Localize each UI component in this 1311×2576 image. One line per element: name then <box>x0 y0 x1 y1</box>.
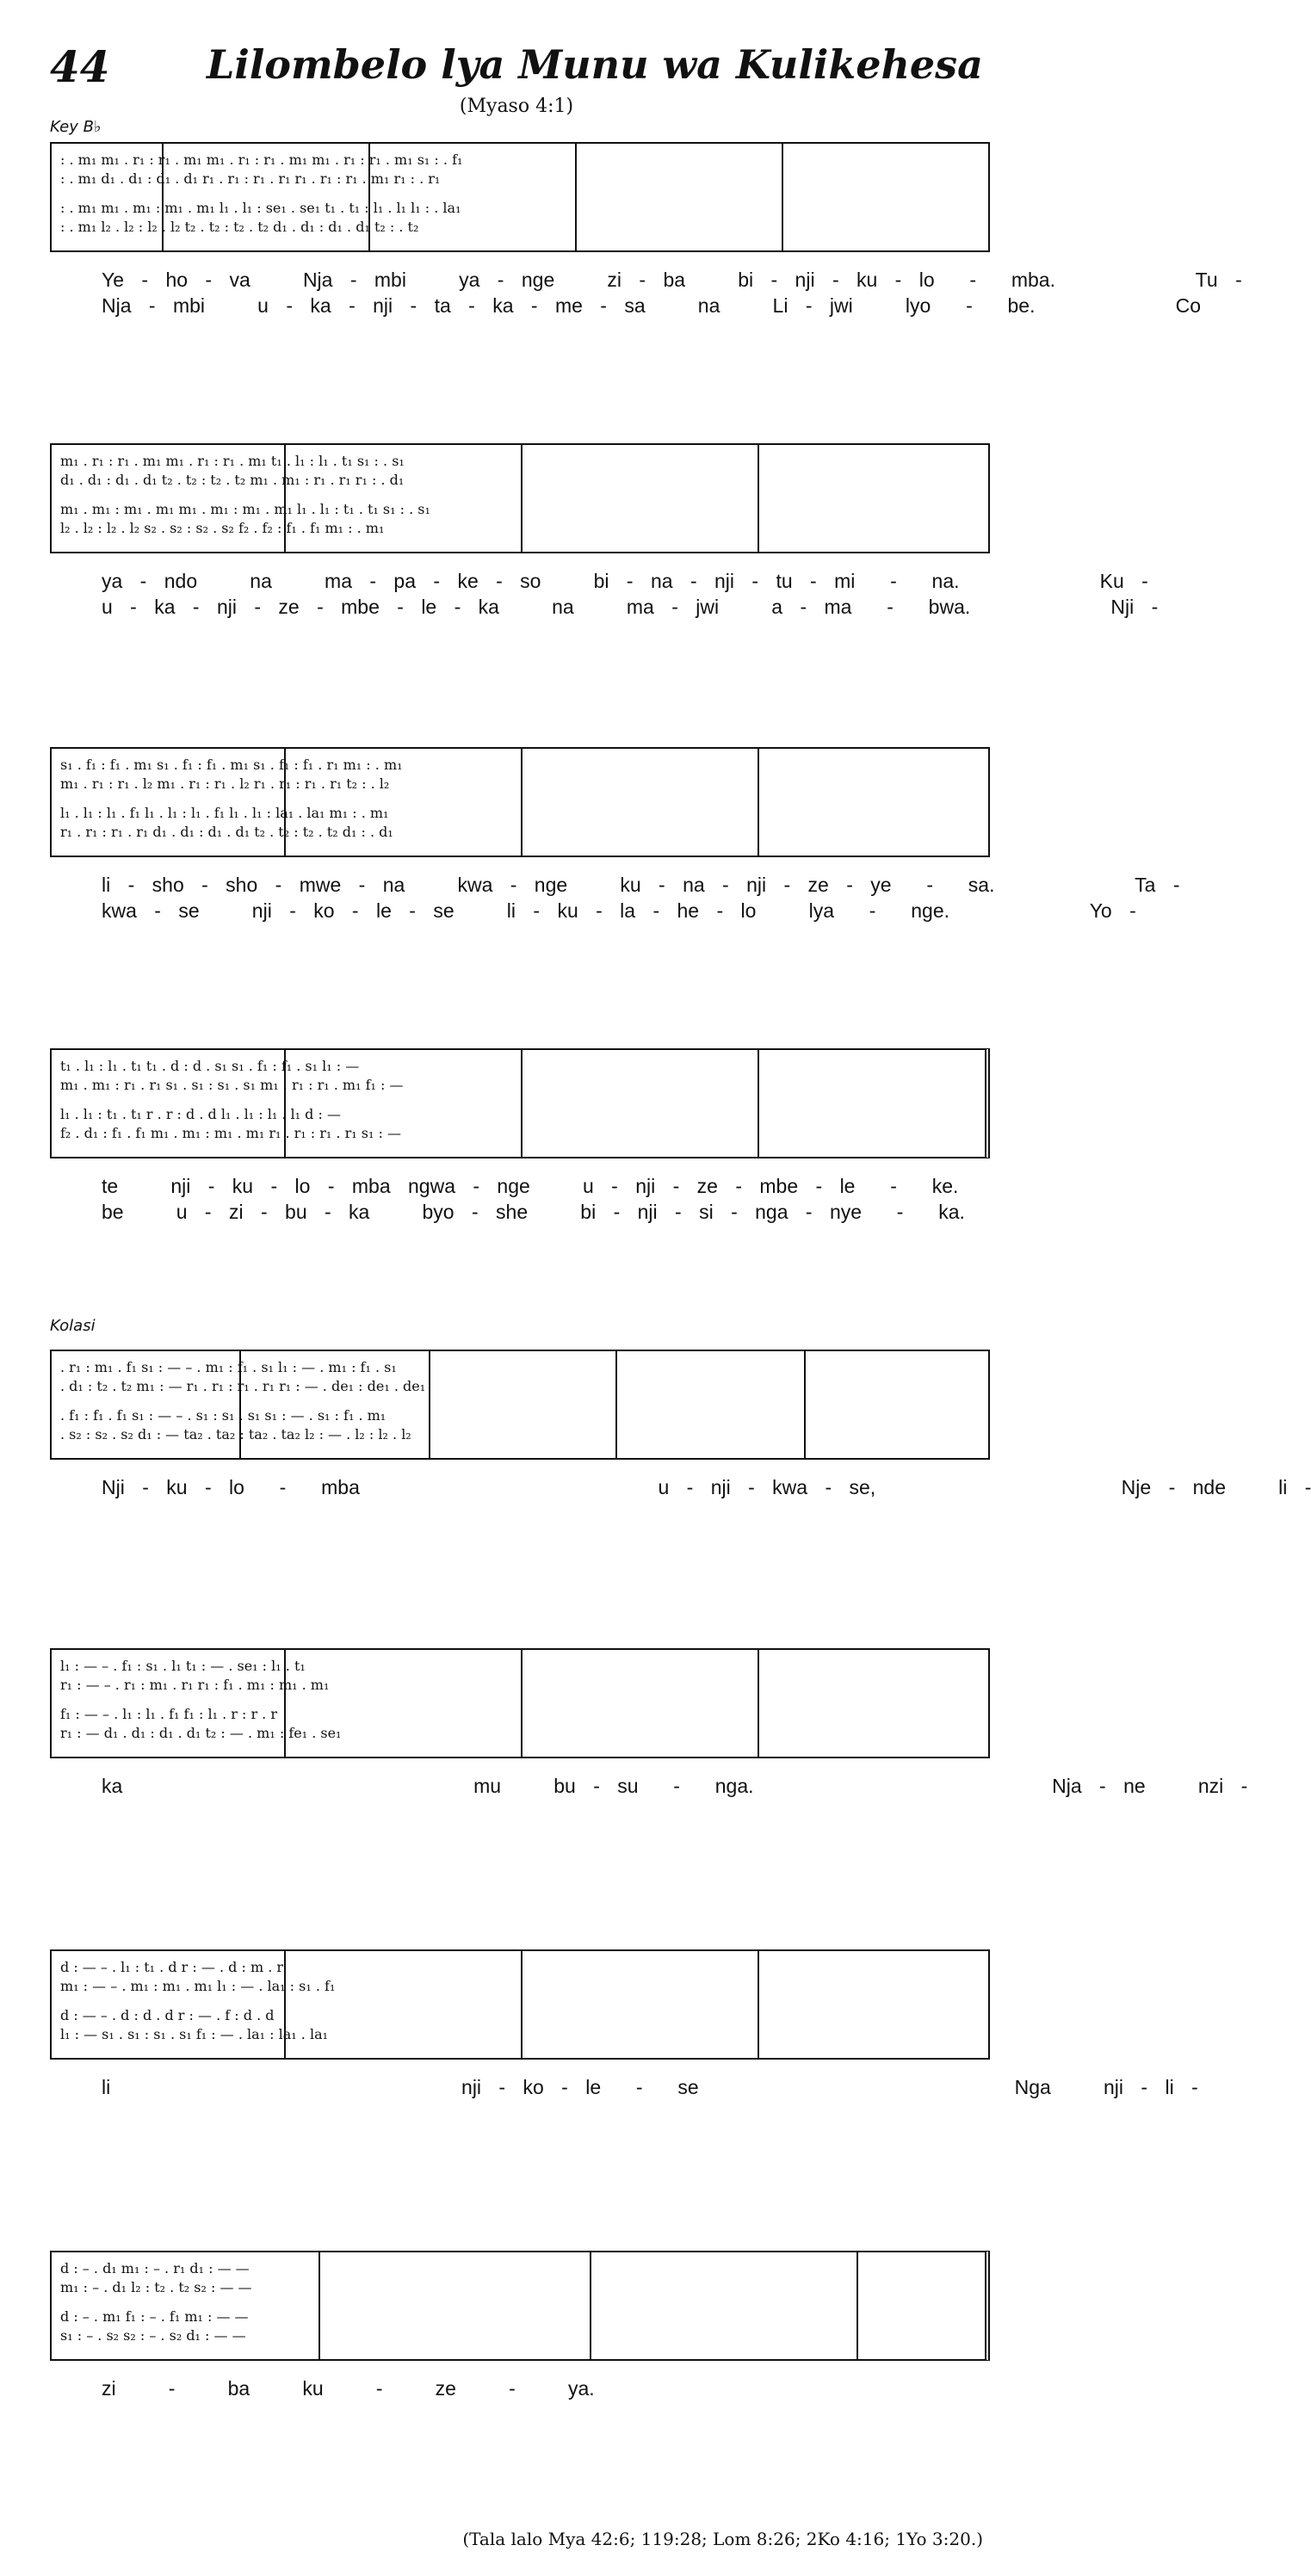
soprano-line: m₁ . r₁ : r₁ . m₁ m₁ . r₁ : r₁ . m₁ t₁ . l₁ : l₁ . t₁ s₁ : . s₁ <box>60 453 405 469</box>
lyrics-block <box>50 872 1180 924</box>
alto-line: d₁ . d₁ : d₁ . d₁ t₂ . t₂ : t₂ . t₂ m₁ . m₁ : r₁ . r₁ r₁ : . d₁ <box>60 472 405 488</box>
lyric-line: zi - ba ku - ze - ya. <box>102 2377 595 2400</box>
lyric-line: Nja - mbi u - ka - nji - ta - ka - me - sa na Li - jwi lyo - be. Co <box>102 294 1202 317</box>
scripture-reference: (Tala lalo Mya 42:6; 119:28; Lom 8:26; 2Ko 4:16; 1Yo 3:20.) <box>462 2529 983 2549</box>
lyric-line: li - sho - sho - mwe - na kwa - nge ku - na - nji - ze - ye - sa. Ta - <box>102 874 1180 896</box>
bass-line: . s₂ : s₂ . s₂ d₁ : — ta₂ . ta₂ : ta₂ . ta₂ l₂ : — . l₂ : l₂ . l₂ <box>60 1426 411 1442</box>
score-system <box>50 443 990 553</box>
alto-line: m₁ . m₁ : r₁ . r₁ s₁ . s₁ : s₁ . s₁ m₁ . r₁ : r₁ . m₁ f₁ : — <box>60 1077 404 1093</box>
chorus-label: Kolasi <box>50 1317 96 1335</box>
tenor-line: f₁ : — – . l₁ : l₁ . f₁ f₁ : l₁ . r : r . r <box>60 1706 277 1722</box>
tenor-line: d : – . m₁ f₁ : – . f₁ m₁ : — — <box>60 2308 249 2325</box>
bass-line: r₁ . r₁ : r₁ . r₁ d₁ . d₁ : d₁ . d₁ t₂ . t₂ : t₂ . t₂ d₁ : . d₁ <box>60 824 393 840</box>
lyric-line: be u - zi - bu - ka byo - she bi - nji - si - nga - nye - ka. <box>102 1201 965 1223</box>
soprano-line: d : – . d₁ m₁ : – . r₁ d₁ : — — <box>60 2260 250 2276</box>
soprano-line: d : — – . l₁ : t₁ . d r : — . d : m . r <box>60 1959 284 1975</box>
lyrics-block <box>50 2074 1198 2100</box>
lyrics-block <box>50 2375 990 2401</box>
lyric-line: Ye - ho - va Nja - mbi ya - nge zi - ba bi - nji - ku - lo - mba. Tu - <box>102 269 1242 291</box>
lyric-line: te nji - ku - lo - mba ngwa - nge u - nji - ze - mbe - le - ke. <box>102 1175 959 1197</box>
hymn-number: 44 <box>50 41 110 92</box>
lyric-line: li nji - ko - le - se Nga nji - li - <box>102 2076 1198 2098</box>
hymn-scripture: (Myaso 4:1) <box>459 96 574 117</box>
key-signature: Key B♭ <box>50 118 102 136</box>
lyric-line: u - ka - nji - ze - mbe - le - ka na ma - jwi a - ma - bwa. Nji - <box>102 596 1159 618</box>
tenor-line: m₁ . m₁ : m₁ . m₁ m₁ . m₁ : m₁ . m₁ l₁ . l₁ : t₁ . t₁ s₁ : . s₁ <box>60 501 430 517</box>
bass-line: l₁ : — s₁ . s₁ : s₁ . s₁ f₁ : — . la₁ : la₁ . la₁ <box>60 2026 329 2042</box>
score-system <box>50 1350 990 1460</box>
score-system <box>50 747 990 857</box>
score-system <box>50 1048 990 1158</box>
score-system <box>50 1949 990 2060</box>
lyrics-block <box>50 568 1159 620</box>
soprano-line: s₁ . f₁ : f₁ . m₁ s₁ . f₁ : f₁ . m₁ s₁ . f₁ : f₁ . r₁ m₁ : . m₁ <box>60 757 403 773</box>
soprano-line: l₁ : — – . f₁ : s₁ . l₁ t₁ : — . se₁ : l₁ . t₁ <box>60 1658 306 1674</box>
score-system <box>50 1648 990 1758</box>
soprano-line: : . m₁ m₁ . r₁ : r₁ . m₁ m₁ . r₁ : r₁ . m₁ m₁ . r₁ : r₁ . m₁ s₁ : . f₁ <box>60 151 463 168</box>
alto-line: m₁ . r₁ : r₁ . l₂ m₁ . r₁ : r₁ . l₂ r₁ . r₁ : r₁ . r₁ t₂ : . l₂ <box>60 775 390 792</box>
bass-line: r₁ : — d₁ . d₁ : d₁ . d₁ t₂ : — . m₁ : fe₁ . se₁ <box>60 1725 342 1741</box>
lyrics-block <box>50 1773 1248 1799</box>
alto-line: . d₁ : t₂ . t₂ m₁ : — r₁ . r₁ : r₁ . r₁ r₁ : — . de₁ : de₁ . de₁ <box>60 1378 426 1394</box>
lyrics-block <box>50 1173 990 1225</box>
tenor-line: l₁ . l₁ : l₁ . f₁ l₁ . l₁ : l₁ . f₁ l₁ . l₁ : la₁ . la₁ m₁ : . m₁ <box>60 805 389 821</box>
bass-line: l₂ . l₂ : l₂ . l₂ s₂ . s₂ : s₂ . s₂ f₂ . f₂ : f₁ . f₁ m₁ : . m₁ <box>60 520 385 536</box>
bass-line: s₁ : – . s₂ s₂ : – . s₂ d₁ : — — <box>60 2327 246 2344</box>
tenor-line: . f₁ : f₁ . f₁ s₁ : — – . s₁ : s₁ . s₁ s₁ : — . s₁ : f₁ . m₁ <box>60 1407 386 1424</box>
soprano-line: t₁ . l₁ : l₁ . t₁ t₁ . d : d . s₁ s₁ . f₁ : f₁ . s₁ l₁ : — <box>60 1058 360 1074</box>
lyric-line: kwa - se nji - ko - le - se li - ku - la - he - lo lya - nge. Yo - <box>102 899 1136 922</box>
alto-line: m₁ : – . d₁ l₂ : t₂ . t₂ s₂ : — — <box>60 2279 252 2295</box>
alto-line: r₁ : — – . r₁ : m₁ . r₁ r₁ : f₁ . m₁ : m₁ . m₁ <box>60 1677 330 1693</box>
tenor-line: : . m₁ m₁ . m₁ : m₁ . m₁ l₁ . l₁ : se₁ . se₁ t₁ . t₁ : l₁ . l₁ l₁ : . la₁ <box>60 200 461 216</box>
alto-line: : . m₁ d₁ . d₁ : d₁ . d₁ r₁ . r₁ : r₁ . r₁ r₁ . r₁ : r₁ . m₁ r₁ : . r₁ <box>60 170 441 187</box>
score-system <box>50 2251 990 2361</box>
lyric-line: Nji - ku - lo - mba u - nji - kwa - se, Nje - nde li - <box>102 1476 1311 1498</box>
lyric-line: ka mu bu - su - nga. Nja - ne nzi - <box>102 1775 1248 1797</box>
hymn-title: Lilombelo lya Munu wa Kulikehesa <box>207 41 983 88</box>
alto-line: m₁ : — – . m₁ : m₁ . m₁ l₁ : — . la₁ : s₁ . f₁ <box>60 1978 336 1994</box>
bass-line: f₂ . d₁ : f₁ . f₁ m₁ . m₁ : m₁ . m₁ r₁ . r₁ : r₁ . r₁ s₁ : — <box>60 1125 401 1141</box>
lyrics-block <box>50 267 1242 318</box>
tenor-line: l₁ . l₁ : t₁ . t₁ r . r : d . d l₁ . l₁ : l₁ . l₁ d : — <box>60 1106 341 1122</box>
lyric-line: ya - ndo na ma - pa - ke - so bi - na - nji - tu - mi - na. Ku - <box>102 570 1148 592</box>
tenor-line: d : — – . d : d . d r : — . f : d . d <box>60 2007 275 2023</box>
soprano-line: . r₁ : m₁ . f₁ s₁ : — – . m₁ : f₁ . s₁ l₁ : — . m₁ : f₁ . s₁ <box>60 1359 397 1375</box>
bass-line: : . m₁ l₂ . l₂ : l₂ . l₂ t₂ . t₂ : t₂ . t₂ d₁ . d₁ : d₁ . d₁ t₂ : . t₂ <box>60 219 419 235</box>
score-system <box>50 142 990 252</box>
lyrics-block <box>50 1474 1311 1500</box>
